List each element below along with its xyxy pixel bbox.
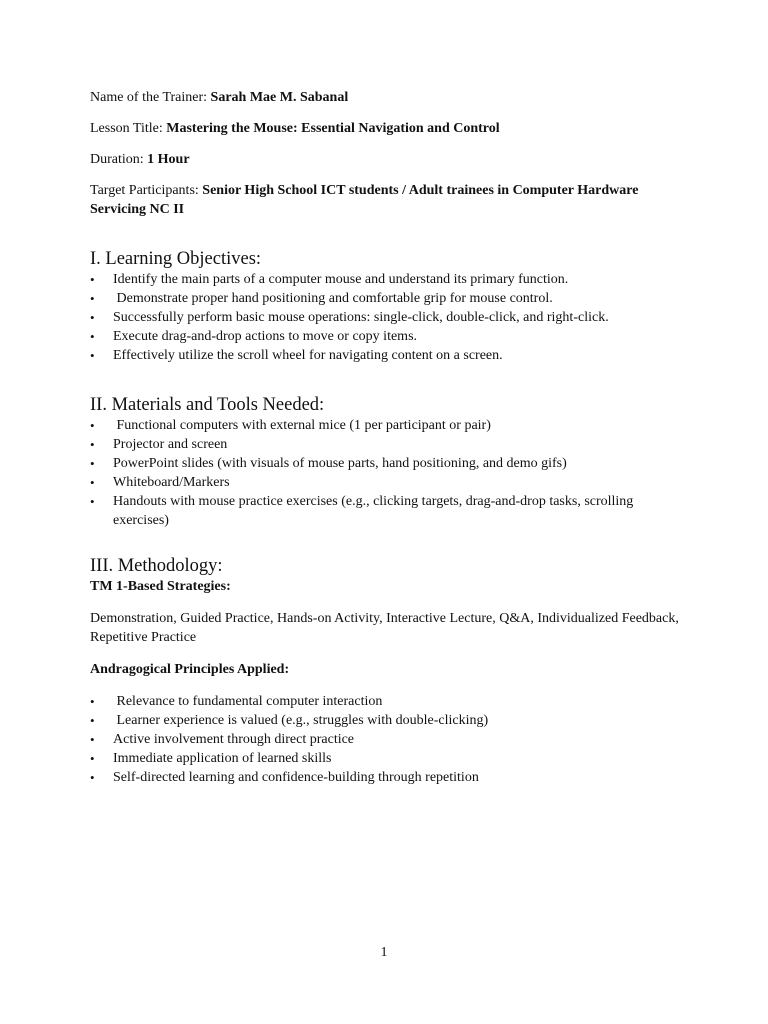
strategies-heading: TM 1-Based Strategies: bbox=[90, 579, 231, 594]
list-item: • PowerPoint slides (with visuals of mouse parts, hand positioning, and demo gifs) bbox=[90, 456, 567, 471]
bullet-icon: • bbox=[90, 694, 95, 709]
bullet-icon: • bbox=[90, 770, 95, 785]
bullet-icon: • bbox=[90, 751, 95, 766]
list-item: • Immediate application of learned skills bbox=[90, 751, 332, 766]
bullet-icon: • bbox=[90, 713, 95, 728]
duration-field bbox=[90, 150, 690, 169]
objectives-heading: I. Learning Objectives: bbox=[90, 249, 262, 269]
list-item: • Demonstrate proper hand positioning and comfortable grip for mouse control. bbox=[90, 291, 553, 306]
bullet-icon: • bbox=[90, 272, 95, 287]
list-item: • Execute drag-and-drop actions to move or copy items. bbox=[90, 329, 418, 344]
participants-label: Target Participants: bbox=[90, 183, 199, 198]
page-number: 1 bbox=[380, 945, 388, 960]
list-item: • Successfully perform basic mouse operations: single-click, double-click, and right-click. bbox=[90, 310, 609, 325]
document-page bbox=[90, 88, 690, 787]
list-item: • Active involvement through direct practice bbox=[90, 732, 355, 747]
lesson-title-field bbox=[90, 119, 690, 138]
list-item: • Whiteboard/Markers bbox=[90, 475, 230, 490]
principles-heading: Andragogical Principles Applied: bbox=[90, 662, 290, 677]
list-item: • Relevance to fundamental computer interaction bbox=[90, 694, 383, 709]
list-item: • Self-directed learning and confidence-building through repetition bbox=[90, 770, 479, 785]
principles-list bbox=[90, 692, 690, 787]
list-item: • Effectively utilize the scroll wheel for navigating content on a screen. bbox=[90, 348, 503, 363]
duration-value: 1 Hour bbox=[147, 152, 190, 167]
bullet-icon: • bbox=[90, 456, 95, 471]
trainer-name: Sarah Mae M. Sabanal bbox=[210, 90, 349, 105]
bullet-icon: • bbox=[90, 494, 95, 509]
trainer-field bbox=[90, 88, 690, 107]
list-item: • Functional computers with external mice (1 per participant or pair) bbox=[90, 418, 491, 433]
materials-heading: II. Materials and Tools Needed: bbox=[90, 395, 325, 415]
bullet-icon: • bbox=[90, 310, 95, 325]
list-item: • Projector and screen bbox=[90, 437, 228, 452]
bullet-icon: • bbox=[90, 475, 95, 490]
duration-label: Duration: bbox=[90, 152, 144, 167]
participants-field bbox=[90, 181, 650, 219]
bullet-icon: • bbox=[90, 348, 95, 363]
bullet-icon: • bbox=[90, 732, 95, 747]
bullet-icon: • bbox=[90, 437, 95, 452]
bullet-icon: • bbox=[90, 291, 95, 306]
list-item: • Learner experience is valued (e.g., struggles with double-clicking) bbox=[90, 713, 489, 728]
bullet-icon: • bbox=[90, 329, 95, 344]
strategies-text: Demonstration, Guided Practice, Hands-on Activity, Interactive Lecture, Q&A, Individualized Feedback, Repetitive Practice bbox=[90, 611, 679, 645]
list-item: • Identify the main parts of a computer mouse and understand its primary function. bbox=[90, 272, 569, 287]
list-item: • Handouts with mouse practice exercises (e.g., clicking targets, drag-and-drop tasks, scrolling exercises) bbox=[90, 494, 634, 528]
trainer-label: Name of the Trainer: bbox=[90, 90, 208, 105]
participants-value: Senior High School ICT students / Adult trainees in Computer Hardware Servicing NC II bbox=[90, 183, 639, 217]
lesson-title-value: Mastering the Mouse: Essential Navigation and Control bbox=[166, 121, 500, 136]
bullet-icon: • bbox=[90, 418, 95, 433]
methodology-heading: III. Methodology: bbox=[90, 556, 223, 576]
materials-list bbox=[90, 416, 635, 530]
lesson-title-label: Lesson Title: bbox=[90, 121, 163, 136]
objectives-list bbox=[90, 270, 690, 365]
